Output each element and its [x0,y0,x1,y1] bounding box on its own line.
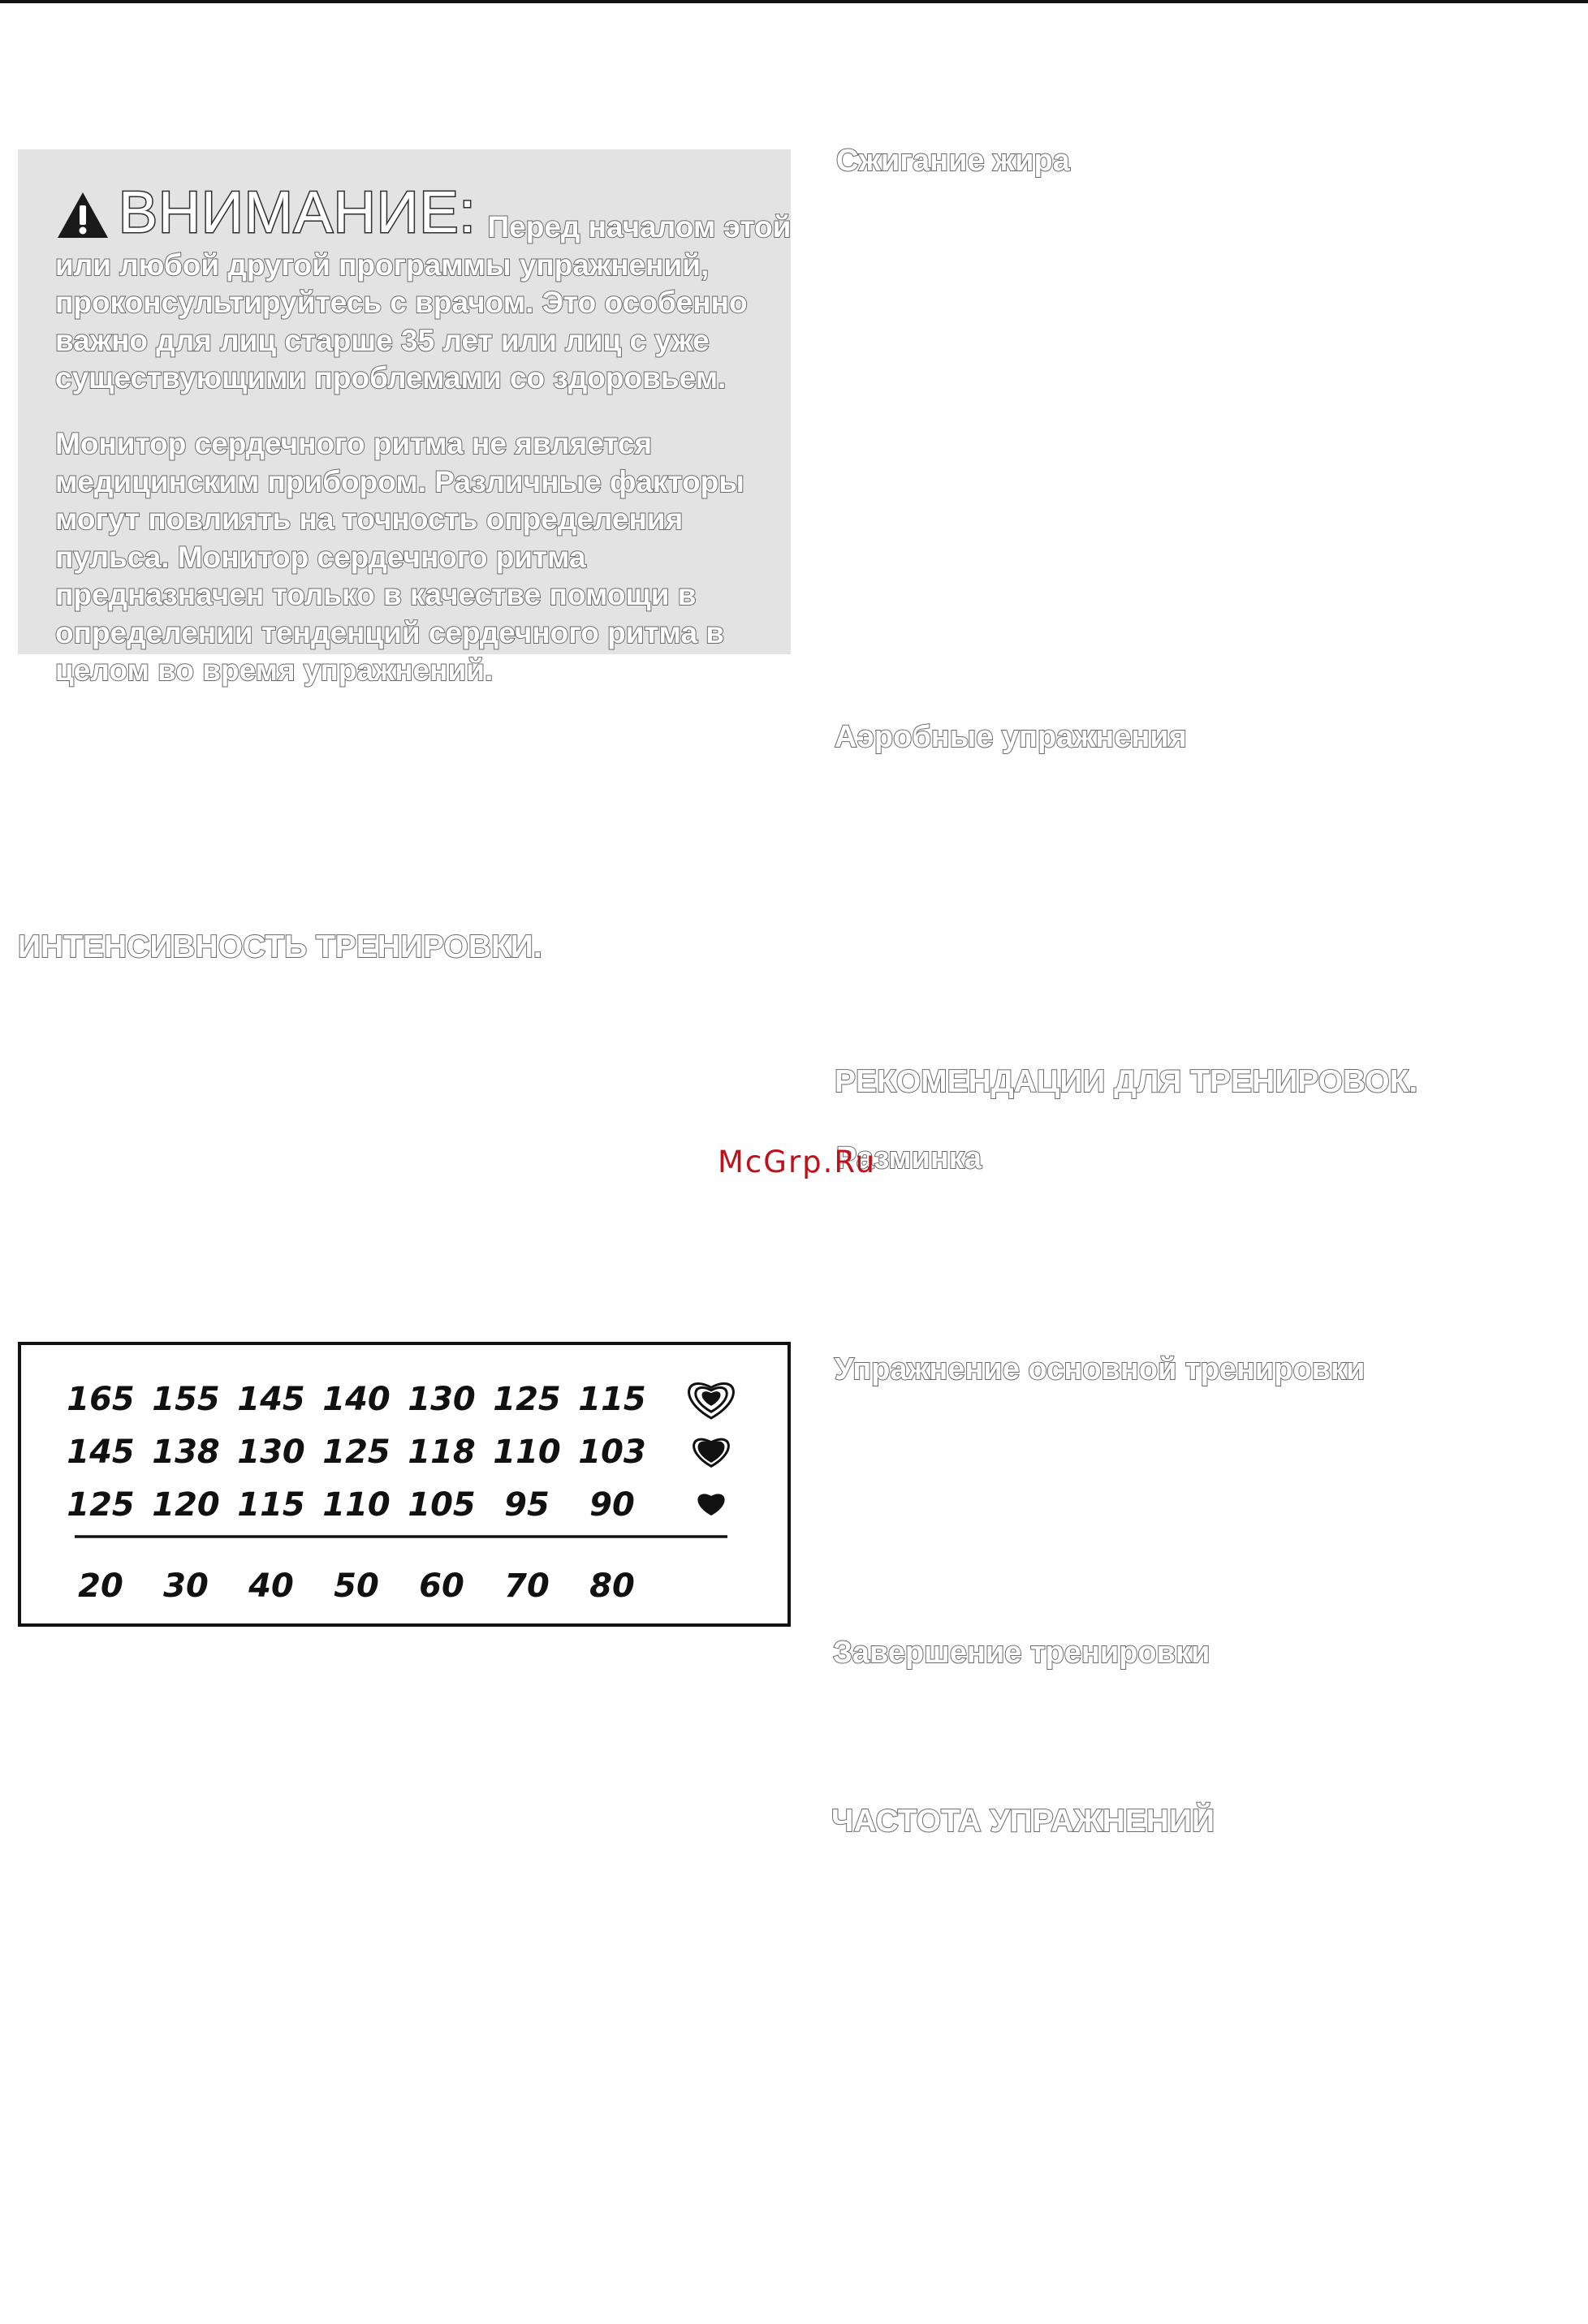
heart-medium-icon [694,1439,729,1466]
heart-rate-value: 110 [493,1434,561,1471]
heart-rate-value: 165 [67,1381,135,1418]
top-rule [0,0,1588,3]
heading-aerobic: Аэробные упражнения [835,720,1187,754]
heart-rate-value: 103 [578,1434,646,1471]
heart-rate-value: 130 [237,1434,305,1471]
heart-rate-value: 140 [322,1381,391,1418]
heart-rate-value: 155 [152,1381,220,1418]
heading-training-intensity: ИНТЕНСИВНОСТЬ ТРЕНИРОВКИ. [18,929,542,964]
age-label: 50 [334,1567,379,1605]
heart-large-icon [689,1383,734,1418]
heart-rate-value: 110 [322,1486,391,1524]
heart-rate-value: 145 [67,1434,135,1471]
heart-rate-value: 90 [589,1486,635,1524]
heart-rate-value: 115 [578,1381,646,1418]
heart-small-icon [699,1495,723,1514]
age-label: 60 [419,1567,464,1605]
heading-warmup: Разминка [836,1141,982,1175]
watermark: McGrp.Ru [718,1145,876,1179]
heading-recommendations: РЕКОМЕНДАЦИИ ДЛЯ ТРЕНИРОВОК. [835,1064,1418,1099]
warning-text-1: Перед началом этой или любой другой программы упражнений, проконсультируйтесь с врачом. Это особенно важно для лиц старше 35 лет или лиц с уже существующими проблемами со здоровьем. [55,210,792,395]
heart-rate-chart [18,1342,791,1627]
heading-finish: Завершение тренировки [833,1636,1210,1670]
heart-rate-value: 115 [237,1486,305,1524]
age-label: 70 [504,1567,550,1605]
warning-heading [55,180,477,245]
warning-triangle-icon [55,190,110,240]
age-label: 30 [163,1567,209,1605]
age-label: 40 [248,1567,294,1605]
heart-rate-value: 105 [408,1486,476,1524]
age-label: 20 [78,1567,123,1605]
heart-rate-value: 138 [152,1434,220,1471]
heading-frequency: ЧАСТОТА УПРАЖНЕНИЙ [831,1804,1215,1839]
warning-paragraph-1 [55,180,802,398]
heart-rate-value: 95 [504,1486,550,1524]
heart-rate-value: 120 [152,1486,220,1524]
heading-fat-burning: Сжигание жира [836,144,1070,178]
heart-rate-value: 125 [67,1486,135,1524]
age-label: 80 [589,1567,635,1605]
heart-rate-value: 125 [322,1434,391,1471]
heading-main-workout: Упражнение основной тренировки [835,1352,1366,1386]
heart-rate-value: 145 [237,1381,305,1418]
heart-rate-value: 125 [493,1381,561,1418]
heart-rate-value: 118 [408,1434,476,1471]
heart-rate-table [21,1345,788,1623]
warning-box [18,149,792,687]
heart-rate-value: 130 [408,1381,476,1418]
warning-paragraph-2: Монитор сердечного ритма не является медицинским прибором. Различные факторы могут повлиять на точность определения пульса. Монитор сердечного ритма предназначен только в качестве помощи в определении тенденций сердечного ритма в целом во время упражнений. [55,427,744,687]
warning-title: ВНИМАНИЕ: [119,180,477,245]
